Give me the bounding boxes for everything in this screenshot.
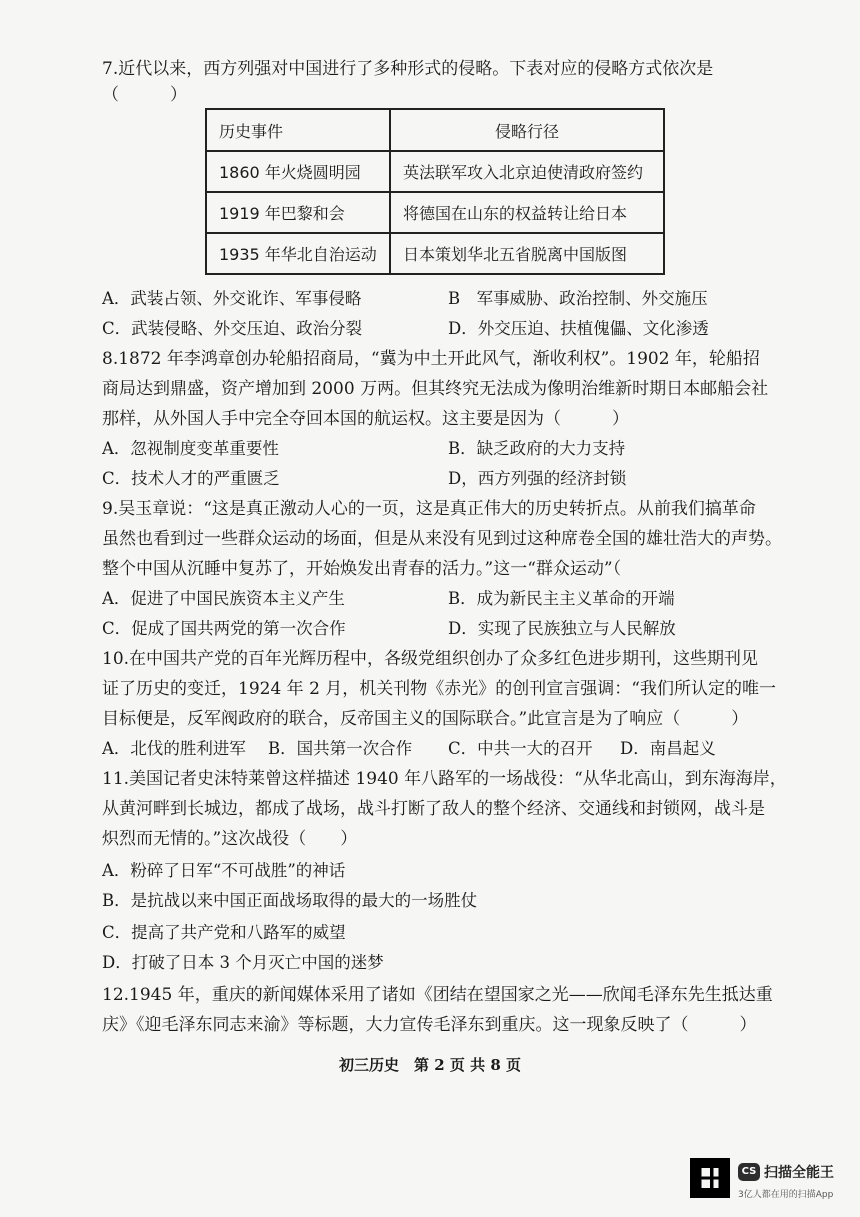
- q8-stem-line2: 商局达到鼎盛，资产增加到 2000 万两。但其终究无法成为像明治维新时期日本邮船会社: [102, 379, 769, 399]
- q11-stem-line1: 11.美国记者史沫特莱曾这样描述 1940 年八路军的一场战役：“从华北高山，到东海海岸，: [102, 769, 787, 789]
- table-row: [206, 151, 664, 192]
- q9-option-d: D．实现了民族独立与人民解放: [448, 619, 676, 638]
- q8-stem-line3: 那样，从外国人手中完全夺回本国的航运权。这主要是因为（ ）: [102, 409, 629, 429]
- q9-option-c: C．促成了国共两党的第一次合作: [102, 619, 346, 638]
- table-header-row: [206, 109, 664, 151]
- q7-option-a: A．武装占领、外交讹诈、军事侵略: [102, 289, 362, 308]
- q12-stem-line2: 庆》《迎毛泽东同志来渝》等标题，大力宣传毛泽东到重庆。这一现象反映了（ ）: [102, 1015, 757, 1035]
- q7-answer-blank: （ ）: [102, 85, 187, 105]
- camscanner-subtitle: 3亿人都在用的扫描App: [738, 1190, 834, 1200]
- table-row: [206, 233, 664, 274]
- q8-stem-line1: 8.1872 年李鸿章创办轮船招商局，“冀为中土开此风气，渐收利权”。1902 年，轮船招: [102, 349, 760, 369]
- q8-option-c: C．技术人才的严重匮乏: [102, 469, 280, 488]
- q11-option-c: C．提高了共产党和八路军的威望: [102, 923, 346, 942]
- q9-stem-line1: 9.吴玉章说：“这是真正激动人心的一页，这是真正伟大的历史转折点。从前我们搞革命: [102, 499, 756, 519]
- q11-option-a: A．粉碎了日军“不可战胜”的神话: [102, 861, 346, 880]
- q12-stem-line1: 12.1945 年，重庆的新闻媒体采用了诸如《团结在望国家之光——欣闻毛泽东先生抵达重: [102, 985, 773, 1005]
- q9-option-b: B．成为新民主主义革命的开端: [448, 589, 675, 608]
- q7-option-d: D．外交压迫、扶植傀儡、文化渗透: [448, 319, 709, 338]
- q10-stem-line1: 10.在中国共产党的百年光辉历程中，各级党组织创办了众多红色进步期刊，这些期刊见: [102, 649, 759, 669]
- q7-stem: 7.近代以来，西方列强对中国进行了多种形式的侵略。下表对应的侵略方式依次是: [102, 59, 714, 79]
- q9-option-a: A．促进了中国民族资本主义产生: [102, 589, 345, 608]
- table-cell: 将德国在山东的权益转让给日本: [390, 192, 664, 233]
- table-row: [206, 192, 664, 233]
- table-cell: 1860 年火烧圆明园: [206, 151, 390, 192]
- table-cell: 1935 年华北自治运动: [206, 233, 390, 274]
- q8-option-a: A．忽视制度变革重要性: [102, 439, 279, 458]
- q7-option-c: C．武装侵略、外交压迫、政治分裂: [102, 319, 363, 338]
- camscanner-title: 扫描全能王: [764, 1165, 834, 1181]
- q10-stem-line3: 目标便是，反军阀政府的联合，反帝国主义的国际联合。”此宣言是为了响应（ ）: [102, 709, 749, 729]
- page-footer: 初三历史 第 2 页 共 8 页: [339, 1056, 521, 1074]
- q10-stem-line2: 证了历史的变迁，1924 年 2 月，机关刊物《赤光》的创刊宣言强调：“我们所认定的唯一: [102, 679, 776, 699]
- q8-option-d: D，西方列强的经济封锁: [448, 469, 627, 488]
- q10-option-a: A．北伐的胜利进军: [102, 739, 246, 758]
- q11-option-b: B．是抗战以来中国正面战场取得的最大的一场胜仗: [102, 891, 478, 910]
- table-cell: 1919 年巴黎和会: [206, 192, 390, 233]
- q9-stem-line2: 虽然也看到过一些群众运动的场面，但是从来没有见到过这种席卷全国的雄壮浩大的声势。: [102, 529, 782, 549]
- q11-stem-line3: 炽烈而无情的。”这次战役（ ）: [102, 829, 358, 849]
- q9-stem-line3: 整个中国从沉睡中复苏了，开始焕发出青春的活力。”这一“群众运动”（: [102, 559, 622, 579]
- q10-option-c: C．中共一大的召开: [448, 739, 593, 758]
- q10-option-b: B．国共第一次合作: [268, 739, 413, 758]
- table-cell: 日本策划华北五省脱离中国版图: [390, 233, 664, 274]
- q10-option-d: D．南昌起义: [620, 739, 716, 758]
- q7-table: [205, 108, 665, 275]
- q11-stem-line2: 从黄河畔到长城边，都成了战场，战斗打断了敌人的整个经济、交通线和封锁网，战斗是: [102, 799, 765, 819]
- camscanner-logo: CS: [738, 1163, 760, 1181]
- table-header-event: 历史事件: [206, 109, 390, 151]
- q7-option-b: B 军事威胁、政治控制、外交施压: [448, 289, 708, 308]
- table-cell: 英法联军攻入北京迫使清政府签约: [390, 151, 664, 192]
- qr-code-icon: [690, 1158, 730, 1198]
- q11-option-d: D．打破了日本 3 个月灭亡中国的迷梦: [102, 953, 384, 972]
- table-header-action: 侵略行径: [390, 109, 664, 151]
- q8-option-b: B．缺乏政府的大力支持: [448, 439, 626, 458]
